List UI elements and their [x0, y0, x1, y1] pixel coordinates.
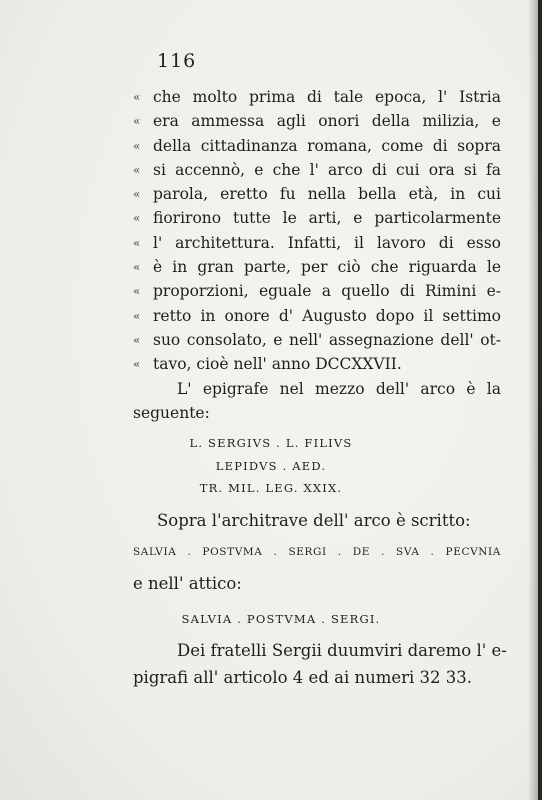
quote-mark: « — [133, 332, 141, 347]
quote-mark: « — [133, 90, 141, 104]
quoted-passage — [133, 85, 501, 377]
quoted-line-text: suo consolato, e nell' assegnazione dell' ot- — [153, 330, 501, 349]
epigraph-line: TR. MIL. LEG. XXIX. — [199, 481, 343, 495]
quoted-line-text: parola, eretto fu nella bella età, in cui — [153, 185, 501, 204]
architrave-inscription: SALVIA . POSTVMA . SERGI . DE . SVA . PECVNIA — [133, 546, 501, 558]
quoted-line — [133, 255, 501, 279]
quote-mark: « — [133, 138, 141, 153]
quote-mark: « — [133, 187, 141, 202]
quoted-line-text: era ammessa agli onori della milizia, e — [153, 112, 501, 131]
quoted-line-text: è in gran parte, per ciò che riguarda le — [153, 258, 501, 277]
quote-mark: « — [133, 162, 141, 177]
page-number: 116 — [157, 50, 197, 72]
quoted-line — [133, 134, 501, 158]
page-edge — [538, 0, 542, 800]
closing-paragraph — [133, 637, 507, 691]
quoted-line — [133, 304, 501, 328]
quoted-line — [133, 182, 501, 206]
quoted-line — [133, 206, 501, 230]
quoted-line-text: l' architettura. Infatti, il lavoro di esso — [153, 233, 501, 252]
quoted-line — [133, 328, 501, 352]
attic-inscription: SALVIA . POSTVMA . SERGI. — [181, 612, 381, 626]
quoted-line-text: fiorirono tutte le arti, e particolarmente — [153, 209, 501, 228]
attic-intro — [133, 572, 501, 596]
quote-mark: « — [133, 235, 141, 250]
attic-intro-line: e nell' attico: — [133, 574, 242, 593]
quoted-line — [133, 85, 501, 109]
quoted-line-text: retto in onore d' Augusto dopo il settimo — [153, 306, 501, 325]
quoted-line-text: che molto prima di tale epoca, l' Istria — [153, 88, 501, 106]
epigraph-intro-line: L' epigrafe nel mezzo dell' arco è la — [177, 380, 501, 398]
closing-line: Dei fratelli Sergii duumviri daremo l' e- — [177, 641, 507, 660]
closing-line: pigrafi all' articolo 4 ed ai numeri 32 33. — [133, 668, 473, 687]
architrave-intro — [133, 509, 501, 533]
quoted-line — [133, 158, 501, 182]
quote-mark: « — [133, 260, 141, 275]
quoted-line — [133, 279, 501, 303]
quoted-line-text: tavo, cioè nell' anno DCCXXVII. — [153, 355, 402, 374]
quoted-line — [133, 231, 501, 255]
architrave-intro-line: Sopra l'architrave dell' arco è scritto: — [157, 511, 471, 530]
epigraph-line: LEPIDVS . AED. — [215, 459, 327, 473]
quoted-line — [133, 352, 501, 376]
quoted-line-text: della cittadinanza romana, come di sopra — [153, 136, 501, 155]
quote-mark: « — [133, 114, 141, 129]
quote-mark: « — [133, 308, 141, 323]
quote-mark: « — [133, 357, 141, 372]
quote-mark: « — [133, 284, 141, 299]
quote-mark: « — [133, 211, 141, 226]
epigraph-intro — [133, 377, 501, 426]
quoted-line — [133, 109, 501, 133]
epigraph-line: L. SERGIVS . L. FILIVS — [189, 436, 353, 450]
quoted-line-text: proporzioni, eguale a quello di Rimini e- — [153, 282, 501, 301]
epigraph-intro-line: seguente: — [133, 404, 210, 423]
quoted-line-text: si accennò, e che l' arco di cui ora si fa — [153, 160, 501, 179]
